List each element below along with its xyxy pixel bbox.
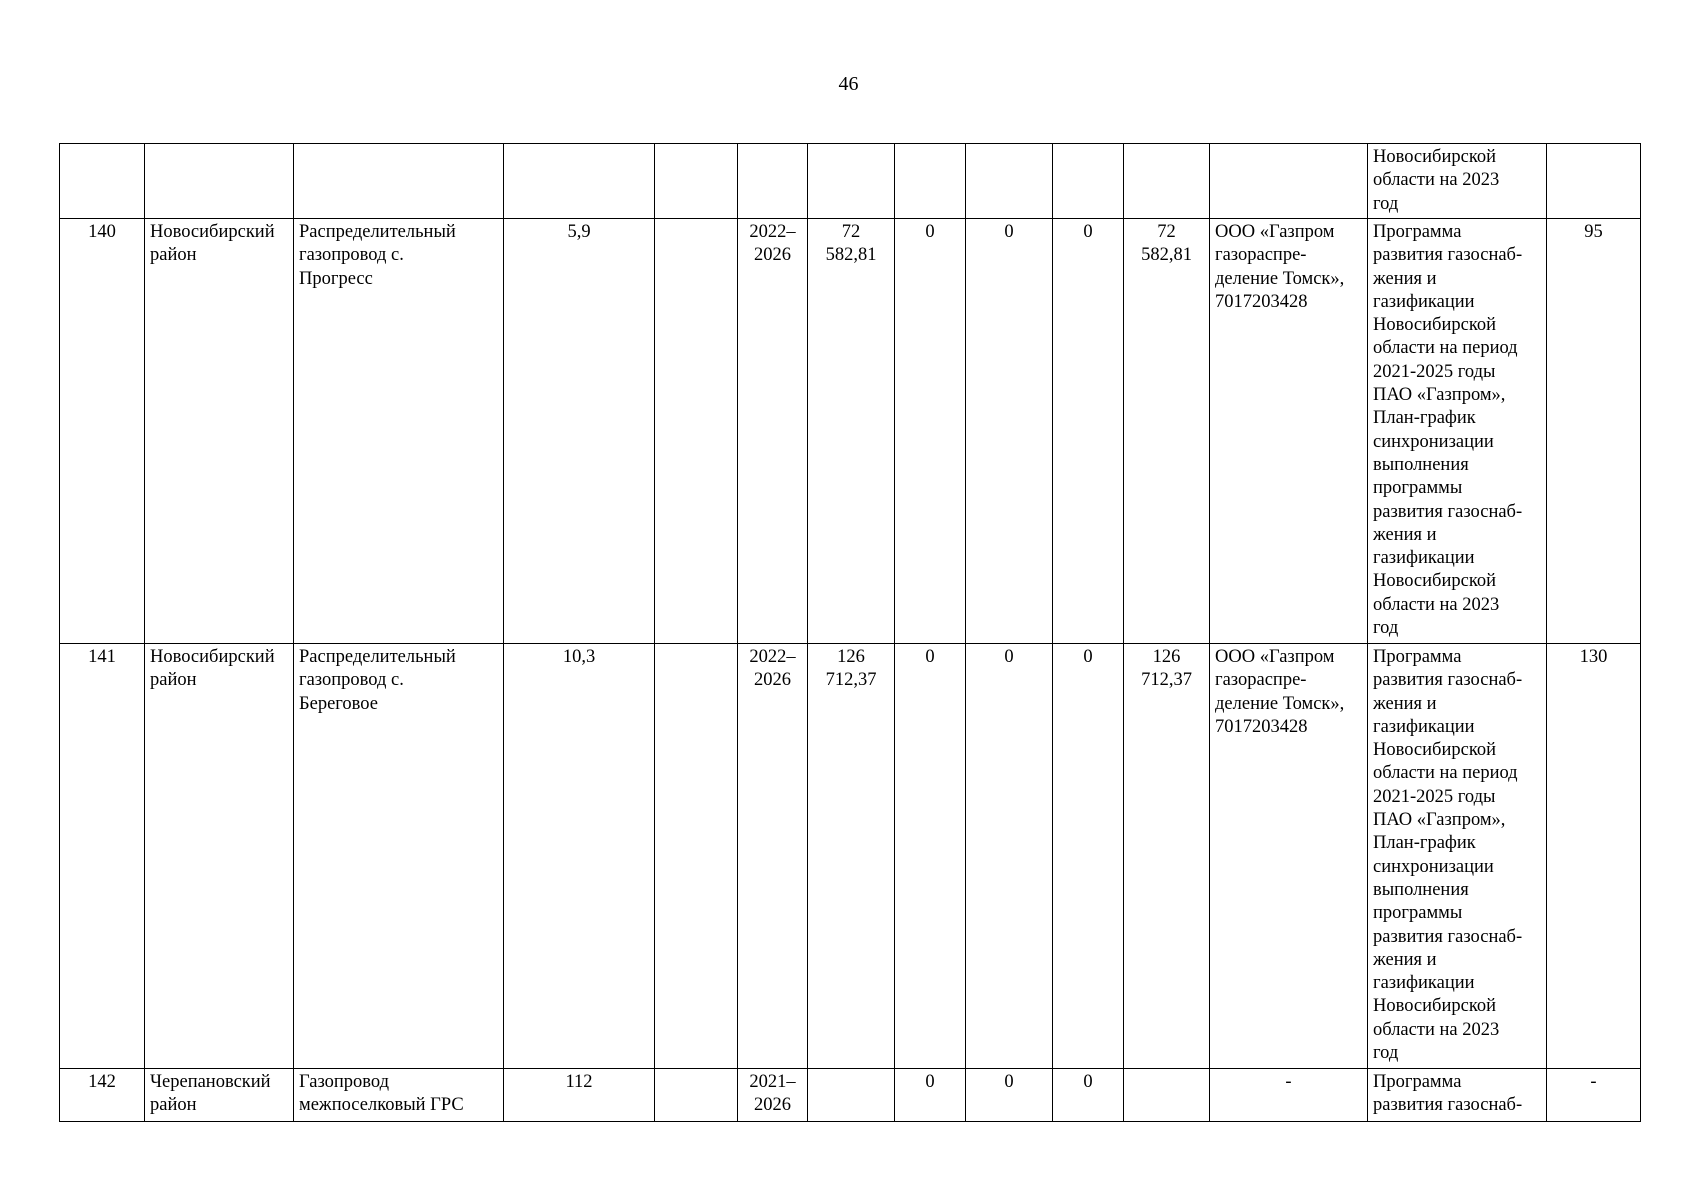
cell-total bbox=[808, 1069, 895, 1122]
cell-col5 bbox=[655, 144, 738, 219]
cell-object bbox=[294, 144, 504, 219]
gasification-table bbox=[59, 143, 1641, 1122]
cell-length bbox=[504, 144, 655, 219]
page-number: 46 bbox=[838, 73, 859, 95]
cell-fund-2: 0 bbox=[966, 644, 1053, 1069]
cell-number: 142 bbox=[60, 1069, 145, 1122]
cell-period: 2021– 2026 bbox=[738, 1069, 808, 1122]
cell-fund-3: 0 bbox=[1053, 1069, 1124, 1122]
cell-basis: Программа развития газоснаб- жения и газификации Новосибирской области на период 2021-2025 годы ПАО «Газпром», План-график синхронизации выполнения программы развития газоснаб- жения и газификации Новосибирской области на 2023 год bbox=[1368, 644, 1547, 1069]
cell-object: Распределительный газопровод с. Прогресс bbox=[294, 219, 504, 644]
cell-organization: - bbox=[1210, 1069, 1368, 1122]
cell-fund-2: 0 bbox=[966, 1069, 1053, 1122]
cell-period: 2022– 2026 bbox=[738, 219, 808, 644]
cell-district bbox=[145, 144, 294, 219]
cell-col5 bbox=[655, 219, 738, 644]
cell-fund-1: 0 bbox=[895, 644, 966, 1069]
cell-length: 5,9 bbox=[504, 219, 655, 644]
cell-last: 95 bbox=[1547, 219, 1641, 644]
cell-period bbox=[738, 144, 808, 219]
table-row bbox=[60, 1069, 1641, 1122]
cell-fund-3 bbox=[1053, 144, 1124, 219]
cell-other-sources: 126 712,37 bbox=[1124, 644, 1210, 1069]
cell-total: 72 582,81 bbox=[808, 219, 895, 644]
cell-object: Распределительный газопровод с. Береговое bbox=[294, 644, 504, 1069]
cell-object: Газопровод межпоселковый ГРС bbox=[294, 1069, 504, 1122]
cell-other-sources: 72 582,81 bbox=[1124, 219, 1210, 644]
cell-organization: ООО «Газпром газораспре- деление Томск», 7017203428 bbox=[1210, 644, 1368, 1069]
cell-col5 bbox=[655, 1069, 738, 1122]
cell-length: 10,3 bbox=[504, 644, 655, 1069]
cell-number bbox=[60, 144, 145, 219]
cell-total: 126 712,37 bbox=[808, 644, 895, 1069]
cell-last: 130 bbox=[1547, 644, 1641, 1069]
cell-fund-2: 0 bbox=[966, 219, 1053, 644]
cell-organization: ООО «Газпром газораспре- деление Томск», 7017203428 bbox=[1210, 219, 1368, 644]
cell-fund-3: 0 bbox=[1053, 644, 1124, 1069]
cell-fund-1: 0 bbox=[895, 1069, 966, 1122]
cell-basis: Новосибирской области на 2023 год bbox=[1368, 144, 1547, 219]
cell-other-sources bbox=[1124, 1069, 1210, 1122]
cell-fund-2 bbox=[966, 144, 1053, 219]
table-row bbox=[60, 644, 1641, 1069]
cell-other-sources bbox=[1124, 144, 1210, 219]
cell-fund-1 bbox=[895, 144, 966, 219]
cell-district: Новосибирский район bbox=[145, 219, 294, 644]
cell-number: 141 bbox=[60, 644, 145, 1069]
cell-total bbox=[808, 144, 895, 219]
cell-fund-1: 0 bbox=[895, 219, 966, 644]
cell-number: 140 bbox=[60, 219, 145, 644]
table-row bbox=[60, 144, 1641, 219]
cell-basis: Программа развития газоснаб- bbox=[1368, 1069, 1547, 1122]
cell-length: 112 bbox=[504, 1069, 655, 1122]
cell-basis: Программа развития газоснаб- жения и газификации Новосибирской области на период 2021-2025 годы ПАО «Газпром», План-график синхронизации выполнения программы развития газоснаб- жения и газификации Новосибирской области на 2023 год bbox=[1368, 219, 1547, 644]
table-row bbox=[60, 219, 1641, 644]
cell-district: Черепановский район bbox=[145, 1069, 294, 1122]
cell-district: Новосибирский район bbox=[145, 644, 294, 1069]
cell-period: 2022– 2026 bbox=[738, 644, 808, 1069]
cell-last: - bbox=[1547, 1069, 1641, 1122]
cell-organization bbox=[1210, 144, 1368, 219]
cell-last bbox=[1547, 144, 1641, 219]
cell-fund-3: 0 bbox=[1053, 219, 1124, 644]
cell-col5 bbox=[655, 644, 738, 1069]
